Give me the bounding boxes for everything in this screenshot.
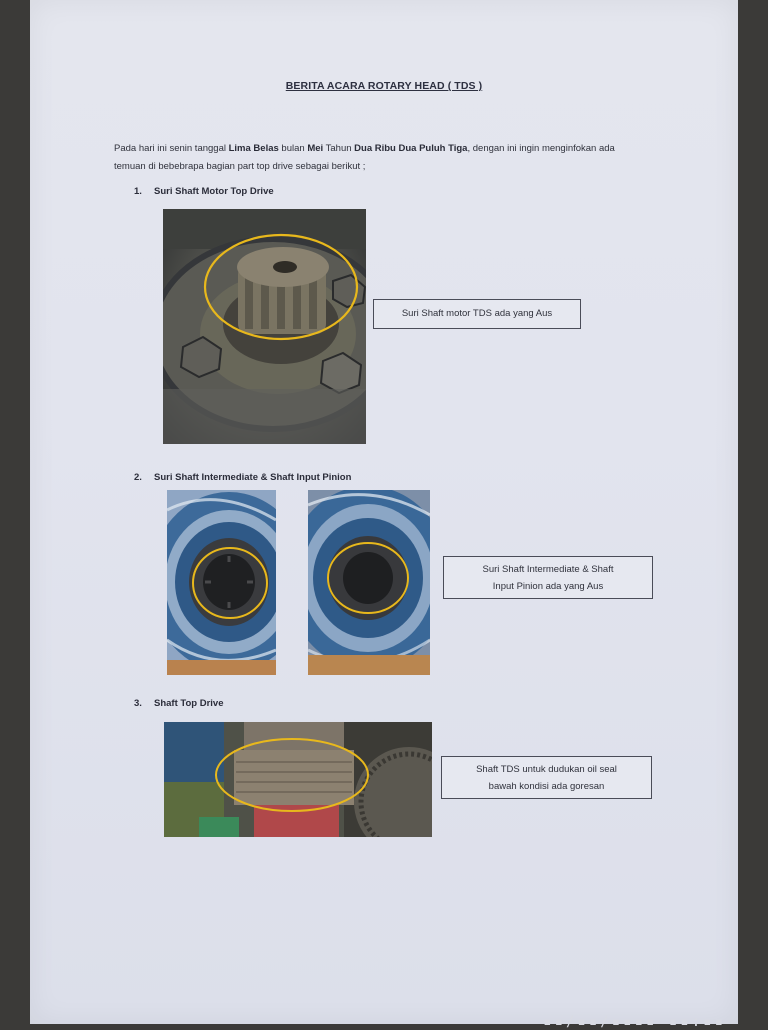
finding-3-photo (164, 722, 432, 837)
finding-3-number: 3. (134, 698, 142, 709)
finding-1-callout (373, 299, 581, 329)
finding-3-callout (441, 756, 652, 799)
finding-1-callout-text: Suri Shaft motor TDS ada yang Aus (401, 308, 553, 319)
finding-1-photo (163, 209, 366, 444)
intro-text-2: bulan (278, 143, 308, 154)
intro-date-day: Lima Belas (228, 143, 279, 154)
photo-timestamp-watermark: ▪▪/▪▪/▪▪▪▪ ▪▪:▪▪ (543, 1014, 726, 1030)
finding-2-callout (443, 556, 653, 599)
finding-3-callout-line-2: bawah kondisi ada goresan (488, 780, 605, 792)
finding-3-callout-line-1: Shaft TDS untuk dudukan oil seal (476, 763, 617, 775)
intro-text-1: Pada hari ini senin tanggal (114, 143, 229, 154)
finding-2-callout-line-2: Input Pinion ada yang Aus (492, 580, 604, 592)
finding-2-number: 2. (134, 472, 142, 483)
intro-text-4: , dengan ini ingin menginfokan ada temuan di bebebrapa bagian part top drive sebagai berikut ; (114, 143, 615, 172)
intro-paragraph (114, 140, 644, 176)
intro-date-year: Dua Ribu Dua Puluh Tiga (354, 143, 468, 154)
finding-2-photo-intermediate (167, 490, 276, 675)
finding-2-callout-line-1: Suri Shaft Intermediate & Shaft (482, 563, 614, 575)
document-title: BERITA ACARA ROTARY HEAD ( TDS ) (285, 80, 483, 92)
intro-date-month: Mei (307, 143, 324, 154)
finding-3-heading (134, 698, 224, 709)
finding-2-title: Suri Shaft Intermediate & Shaft Input Pinion (154, 472, 352, 483)
finding-3-title: Shaft Top Drive (154, 698, 224, 709)
finding-2-photo-pinion (308, 490, 430, 675)
finding-1-title: Suri Shaft Motor Top Drive (154, 186, 274, 197)
intro-text-3: Tahun (323, 143, 355, 154)
finding-1-heading (134, 186, 274, 197)
finding-1-number: 1. (134, 186, 142, 197)
finding-2-heading (134, 472, 351, 483)
